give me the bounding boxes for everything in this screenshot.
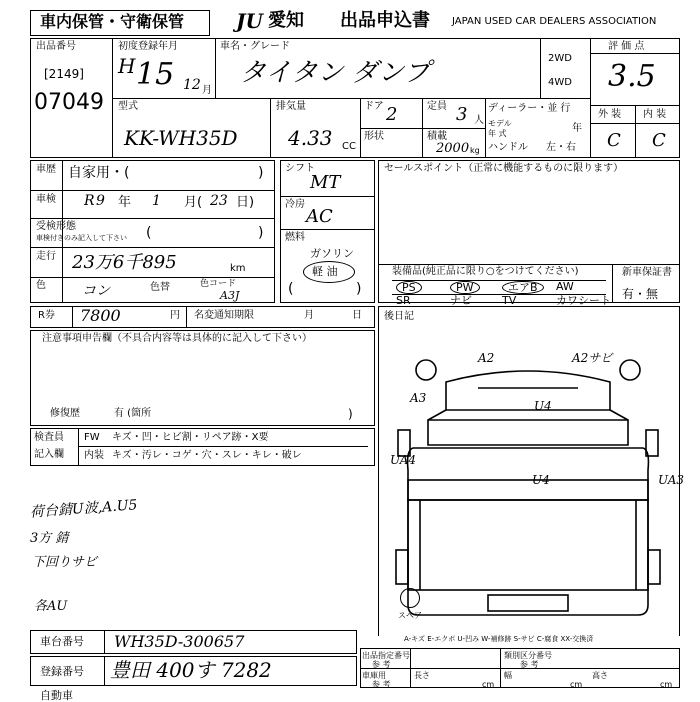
- shift-value: MT: [310, 172, 341, 193]
- org-name-en: JAPAN USED CAR DEALERS ASSOCIATION: [452, 16, 657, 27]
- capacity-unit: 人: [474, 115, 484, 126]
- height-label: 高さ: [592, 671, 608, 680]
- receipt-paren: (: [146, 225, 152, 241]
- interior-value: C: [652, 130, 666, 151]
- interior-label: 内 装: [643, 109, 667, 120]
- shift-label: シフト: [285, 163, 315, 174]
- first-reg-month: 12: [183, 77, 201, 93]
- fuel-label: 燃料: [285, 232, 305, 243]
- model-year-label1: モデル: [488, 119, 512, 128]
- entry-label: 記入欄: [34, 449, 64, 460]
- capacity-value: 3: [456, 104, 468, 125]
- height-unit: cm: [660, 680, 673, 689]
- spare-label: スペア: [398, 611, 422, 620]
- drive-2wd: 2WD: [548, 53, 572, 64]
- warranty-value: 有・無: [622, 287, 659, 301]
- org-name-jp: 愛知: [268, 10, 304, 31]
- damage-mark-a3: A3: [410, 391, 427, 405]
- width-label: 幅: [504, 671, 512, 680]
- drive-4wd: 4WD: [548, 77, 572, 88]
- registration-value: 豊田 400す 7282: [110, 658, 272, 682]
- yen-unit: 円: [170, 310, 180, 321]
- notes-block: [30, 330, 375, 426]
- lot-label: 出品番号: [36, 41, 76, 52]
- cc-unit: CC: [342, 141, 356, 152]
- category-label: 類別区分番号: [504, 651, 552, 660]
- spare-tire-icon: [400, 588, 420, 608]
- exterior-value: C: [607, 130, 621, 151]
- capacity-label: 定員: [427, 101, 447, 112]
- inspection-label: 車検: [36, 194, 56, 205]
- history-value: 自家用・(: [68, 165, 130, 181]
- rating-value: 3.5: [608, 59, 656, 94]
- recycle-label: R券: [38, 310, 55, 321]
- length-label: 長さ: [414, 671, 430, 680]
- dealer-label: ディーラー・並 行: [488, 103, 571, 114]
- handwritten-note-1: 荷台錆U波,A.U5: [29, 497, 138, 521]
- handwritten-note-2: 3方 錆: [30, 531, 69, 546]
- warranty-label: 新車保証書: [622, 267, 672, 278]
- inspection-day: 23: [210, 193, 228, 209]
- interior-row-label: 内装: [84, 450, 104, 461]
- fw-items: キズ・凹・ヒビ割・リペア跡・X要: [112, 432, 269, 443]
- rating-label: 評 価 点: [608, 41, 645, 52]
- handle-value: 左・右: [546, 142, 576, 153]
- chassis-label: 車台番号: [40, 635, 84, 648]
- color-label: 色: [36, 280, 46, 291]
- fuel-paren-close: ): [356, 281, 362, 297]
- load-value: 2000: [436, 141, 470, 156]
- doors-label: ドア: [364, 101, 384, 112]
- shape-label: 形状: [364, 131, 384, 142]
- interior-items: キズ・汚レ・コゲ・穴・スレ・キレ・破レ: [112, 450, 302, 461]
- form-title: 出品申込書: [340, 10, 430, 31]
- ac-value: AC: [306, 206, 333, 227]
- width-unit: cm: [570, 680, 583, 689]
- inspection-year: 9: [96, 193, 105, 209]
- damage-mark-a2-rust: A2サビ: [572, 351, 613, 365]
- notice-label: 名変通知期限: [194, 310, 254, 321]
- doors-value: 2: [386, 104, 398, 125]
- damage-mark-u4-top: U4: [534, 399, 552, 413]
- km-unit: km: [230, 263, 246, 274]
- color-code-value: A3J: [220, 289, 240, 302]
- damage-mark-u4-bed: U4: [532, 473, 550, 487]
- ju-logo: JU: [236, 9, 263, 33]
- inspection-month: 1: [152, 193, 161, 209]
- reference-label-1: 参 考: [372, 660, 391, 669]
- receipt-paren-close: ): [258, 225, 264, 241]
- outlet-label: 出品指定番号: [362, 651, 410, 660]
- fuel-paren: (: [288, 281, 294, 297]
- reference-label-2: 参 考: [520, 660, 539, 669]
- damage-mark-ua4: UA4: [390, 453, 417, 467]
- last-row-label: 自動車: [40, 689, 73, 702]
- damage-legend: A-キズ E-エクボ U-凹み W-補修跡 S-サビ C-腐食 XX-交換済: [404, 635, 594, 643]
- inspection-era: R: [84, 193, 95, 209]
- inspection-day-char: 日): [236, 195, 255, 210]
- fw-label: FW: [84, 432, 100, 443]
- receipt-note: 車検付きのみ記入して下さい: [36, 234, 127, 242]
- car-name: タイタン ダンプ: [240, 58, 431, 88]
- load-label: 積載: [427, 131, 447, 142]
- receipt-label: 受検形態: [36, 221, 76, 232]
- mileage-label: 走行: [36, 251, 56, 262]
- equipment-item: AW: [556, 280, 574, 293]
- equipment-item: PS: [396, 281, 422, 294]
- first-reg-label: 初度登録年月: [118, 41, 178, 52]
- mileage-value: 23万6千895: [72, 252, 177, 273]
- notes-title: 注意事項申告欄（不具合内容等は具体的に記入して下さい）: [42, 333, 312, 344]
- sales-point-label: セールスポイント（正常に機能するものに限ります）: [384, 163, 624, 174]
- color-change-label: 色替: [150, 282, 170, 293]
- repair-value: 有 (箇所: [114, 408, 152, 419]
- damage-mark-ua3: UA3: [658, 473, 685, 487]
- equipment-item: PW: [450, 281, 480, 294]
- length-unit: cm: [482, 680, 495, 689]
- lot-number: 07049: [34, 90, 104, 115]
- displacement-label: 排気量: [276, 101, 306, 112]
- color-code-label: 色コード: [200, 279, 237, 289]
- year-unit: 年: [572, 123, 582, 134]
- lot-small: [2149]: [44, 67, 84, 81]
- equipment-item: エアB: [502, 281, 544, 294]
- model-label: 型式: [118, 101, 138, 112]
- equipment-label: 装備品(純正品に限り○をつけてください): [392, 266, 579, 277]
- notice-day-char: 日: [352, 310, 362, 321]
- chassis-value: WH35D-300657: [114, 632, 245, 651]
- equipment-item: カワシート: [556, 294, 611, 307]
- garage-label: 車庫用: [362, 671, 386, 680]
- displacement-value: 4.33: [288, 126, 333, 150]
- ac-label: 冷房: [285, 199, 305, 210]
- fuel-value-diesel: 軽 油: [312, 265, 338, 278]
- fuel-value-gasoline: ガソリン: [310, 247, 354, 260]
- first-reg-era: H: [118, 54, 136, 78]
- inspector-label: 検査員: [34, 432, 64, 443]
- model-value: KK-WH35D: [124, 126, 238, 150]
- first-reg-year: 15: [136, 57, 175, 92]
- truck-diagram: [378, 330, 680, 630]
- color-value: コン: [82, 283, 110, 299]
- history-label: 車歴: [36, 164, 56, 175]
- model-year-label2: 年 式: [488, 129, 507, 138]
- handwritten-note-4: 各AU: [34, 599, 68, 614]
- equipment-item: TV: [502, 294, 517, 307]
- exterior-label: 外 装: [598, 109, 622, 120]
- inspection-month-char: 月(: [184, 195, 203, 210]
- name-label: 車名・グレード: [220, 41, 290, 52]
- equipment-item: SR: [396, 294, 411, 307]
- registration-label: 登録番号: [40, 665, 84, 678]
- reference-label-3: 参 考: [372, 680, 391, 689]
- inspection-year-char: 年: [118, 195, 132, 210]
- history-paren-close: ): [258, 165, 264, 181]
- repair-label: 修復歴: [50, 408, 80, 419]
- equipment-item: ナビ: [450, 294, 472, 307]
- damage-mark-a2: A2: [478, 351, 495, 365]
- repair-paren-close: ): [348, 407, 353, 421]
- notice-month-char: 月: [304, 310, 314, 321]
- handle-label: ハンドル: [488, 142, 528, 153]
- handwritten-note-3: 下回りサビ: [32, 555, 98, 570]
- month-unit: 月: [202, 85, 212, 96]
- storage-label: 車内保管・守衛保管: [40, 12, 185, 31]
- recycle-value: 7800: [80, 306, 121, 325]
- load-unit: kg: [470, 146, 480, 155]
- rear-note-label: 後日記: [384, 311, 414, 322]
